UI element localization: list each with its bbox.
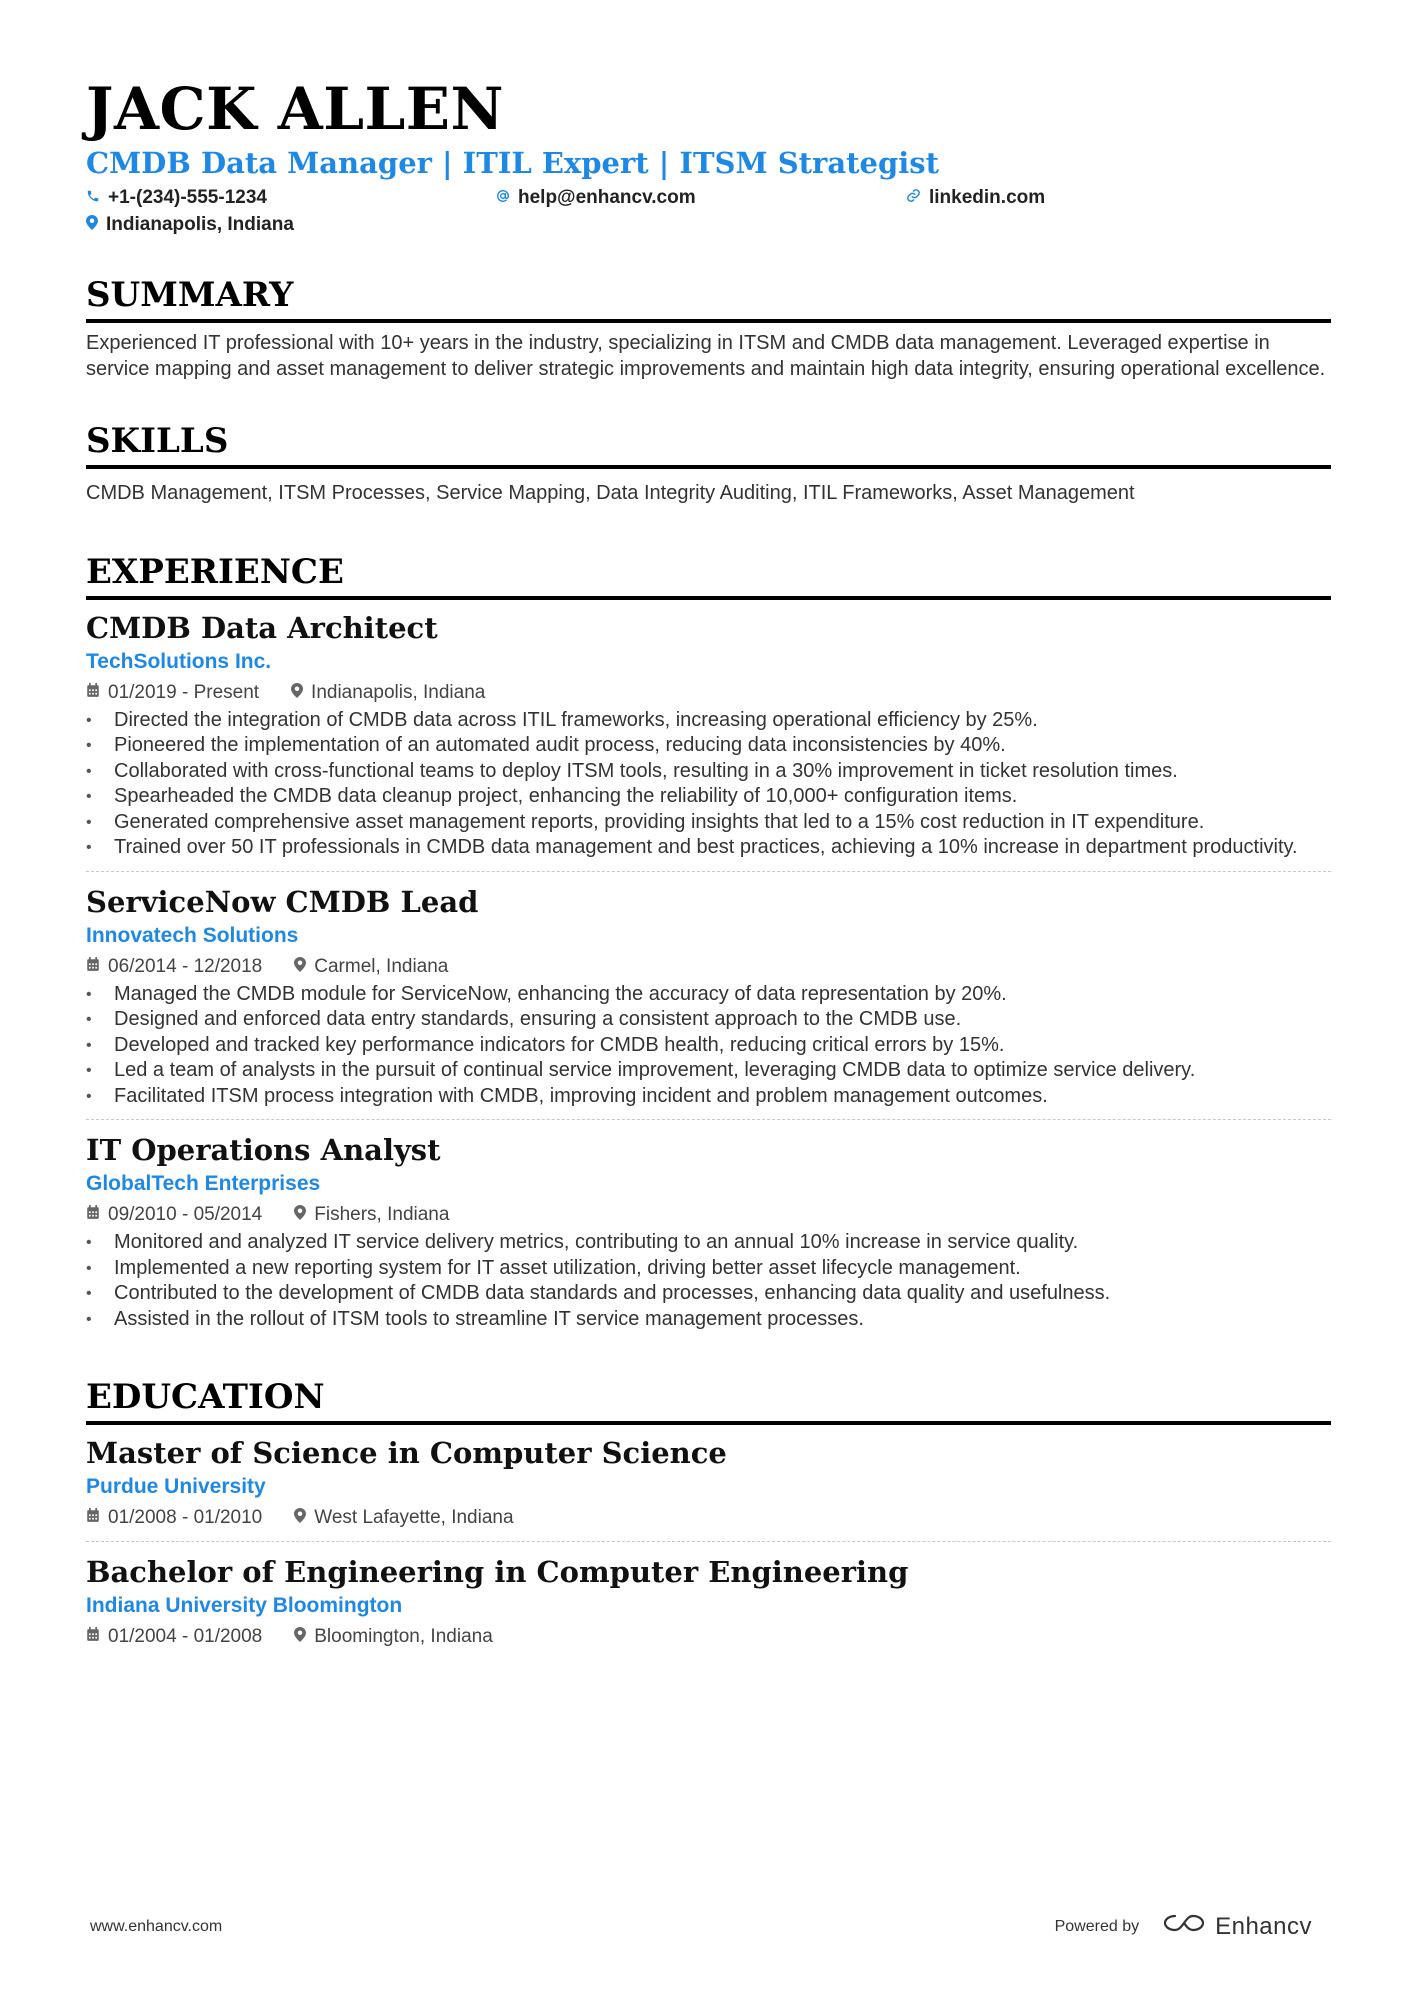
at-icon [496,186,510,209]
experience-bullet: • Managed the CMDB module for ServiceNow, enhancing the accuracy of data representation by 20%. [86,982,1331,1008]
education-entry [86,1425,1331,1541]
entry-location [294,1624,493,1650]
page-footer [90,1912,1312,1941]
location-text: Indianapolis, Indiana [106,214,294,235]
calendar-icon [86,1505,100,1531]
summary-section [86,274,1331,382]
experience-bullet: • Designed and enforced data entry standards, ensuring a consistent approach to the CMDB use. [86,1007,1331,1033]
calendar-icon [86,1624,100,1650]
experience-bullet: • Generated comprehensive asset management reports, providing insights that led to a 15% cost reduction in IT expenditure. [86,810,1331,836]
entry-dates [86,1202,262,1228]
experience-title: EXPERIENCE [86,551,1331,600]
entry-location [294,1202,449,1228]
entry-location-text: West Lafayette, Indiana [314,1507,514,1528]
job-title: CMDB Data Architect [86,610,438,645]
school-name: Indiana University Bloomington [86,1594,403,1617]
school-name: Purdue University [86,1475,266,1498]
experience-bullet: • Assisted in the rollout of ITSM tools to streamline IT service management processes. [86,1307,1331,1333]
calendar-icon [86,1202,100,1228]
experience-bullet: • Implemented a new reporting system for IT asset utilization, driving better asset lifecycle management. [86,1256,1331,1282]
entry-dates-text: 01/2004 - 01/2008 [108,1626,263,1647]
powered-by [1055,1912,1312,1941]
phone-icon [86,186,100,209]
experience-bullet: • Pioneered the implementation of an automated audit process, reducing data inconsistencies by 40%. [86,733,1331,759]
entry-meta [86,680,1331,706]
candidate-name: JACK ALLEN [86,75,504,143]
powered-by-label: Powered by [1054,1917,1140,1935]
experience-bullet: • Facilitated ITSM process integration with CMDB, improving incident and problem management outcomes. [86,1084,1331,1110]
experience-bullet: • Collaborated with cross-functional teams to deploy ITSM tools, resulting in a 30% improvement in ticket resolution times. [86,759,1331,785]
experience-bullet: • Trained over 50 IT professionals in CMDB data management and best practices, achieving a 10% increase in department productivity. [86,835,1331,861]
experience-bullet: • Directed the integration of CMDB data across ITIL frameworks, increasing operational efficiency by 25%. [86,708,1331,734]
experience-bullet: • Developed and tracked key performance indicators for CMDB health, reducing critical errors by 15%. [86,1033,1331,1059]
map-pin-icon [294,1624,306,1650]
experience-section [86,551,1331,1343]
entry-location-text: Fishers, Indiana [314,1204,450,1225]
experience-bullet: • Spearheaded the CMDB data cleanup project, enhancing the reliability of 10,000+ configuration items. [86,784,1331,810]
entry-dates-text: 01/2008 - 01/2010 [108,1507,263,1528]
email-text: help@enhancv.com [518,187,696,208]
experience-bullets [86,1230,1331,1332]
map-pin-icon [294,1505,306,1531]
experience-bullet: • Monitored and analyzed IT service delivery metrics, contributing to an annual 10% increase in service quality. [86,1230,1331,1256]
link-icon [906,186,921,209]
phone-text: +1-(234)-555-1234 [108,187,267,208]
entry-meta [86,1505,1331,1531]
experience-list [86,600,1331,1343]
map-pin-icon [86,213,98,236]
skills-section [86,420,1331,507]
entry-dates [86,680,259,706]
skills-title: SKILLS [86,420,1331,469]
education-section [86,1376,1331,1660]
experience-bullet: • Contributed to the development of CMDB data standards and processes, enhancing data quality and usefulness. [86,1281,1331,1307]
contact-email[interactable] [496,186,906,209]
entry-location [294,954,448,980]
company-name: Innovatech Solutions [86,923,299,947]
entry-location [294,1505,513,1531]
enhancv-logo[interactable] [1161,1912,1312,1941]
entry-dates-text: 06/2014 - 12/2018 [108,955,263,977]
experience-entry [86,1119,1331,1342]
entry-location-text: Indianapolis, Indiana [311,681,486,703]
skills-text: CMDB Management, ITSM Processes, Service Mapping, Data Integrity Auditing, ITIL Frameworks, Asset Management [86,482,1135,504]
degree-title: Master of Science in Computer Science [86,1436,727,1470]
summary-text: Experienced IT professional with 10+ years in the industry, specializing in ITSM and CMDB data management. Leveraged expertise in service mapping and asset management to deliver strategic improvements and maintain high data integrity, ensuring operational excellence. [86,332,1326,380]
map-pin-icon [294,1202,306,1228]
experience-entry [86,600,1331,871]
experience-entry [86,871,1331,1120]
company-name: TechSolutions Inc. [86,649,272,673]
summary-title: SUMMARY [86,274,1331,323]
entry-location [291,680,485,706]
education-title: EDUCATION [86,1376,1331,1425]
map-pin-icon [294,954,306,980]
map-pin-icon [291,680,303,706]
resume-content [86,74,1331,1660]
contact-info [86,186,1331,236]
entry-meta [86,1202,1331,1228]
entry-meta [86,1624,1331,1650]
education-entry [86,1541,1331,1660]
experience-bullets [86,708,1331,861]
calendar-icon [86,680,100,706]
entry-location-text: Carmel, Indiana [314,955,449,977]
entry-dates [86,954,262,980]
company-name: GlobalTech Enterprises [86,1172,321,1195]
degree-title: Bachelor of Engineering in Computer Engineering [86,1555,909,1589]
entry-location-text: Bloomington, Indiana [314,1626,493,1647]
entry-meta [86,954,1331,980]
experience-bullet: • Led a team of analysts in the pursuit of continual service improvement, leveraging CMDB data to optimize service delivery. [86,1058,1331,1084]
contact-phone [86,186,496,209]
resume-header [86,74,1331,236]
contact-location [86,213,496,236]
job-title: ServiceNow CMDB Lead [86,884,479,919]
education-list [86,1425,1331,1660]
entry-dates-text: 09/2010 - 05/2014 [108,1204,263,1225]
job-title: IT Operations Analyst [86,1133,441,1167]
linkedin-text: linkedin.com [929,187,1046,208]
entry-dates [86,1624,262,1650]
enhancv-logo-text: Enhancv [1215,1912,1312,1940]
candidate-tagline: CMDB Data Manager | ITIL Expert | ITSM Strategist [86,146,939,180]
contact-linkedin[interactable] [906,186,1331,209]
calendar-icon [86,954,100,980]
enhancv-logo-icon [1161,1912,1207,1941]
entry-dates [86,1505,262,1531]
experience-bullets [86,982,1331,1110]
entry-dates-text: 01/2019 - Present [108,681,260,703]
footer-site-link[interactable]: www.enhancv.com [90,1917,223,1935]
